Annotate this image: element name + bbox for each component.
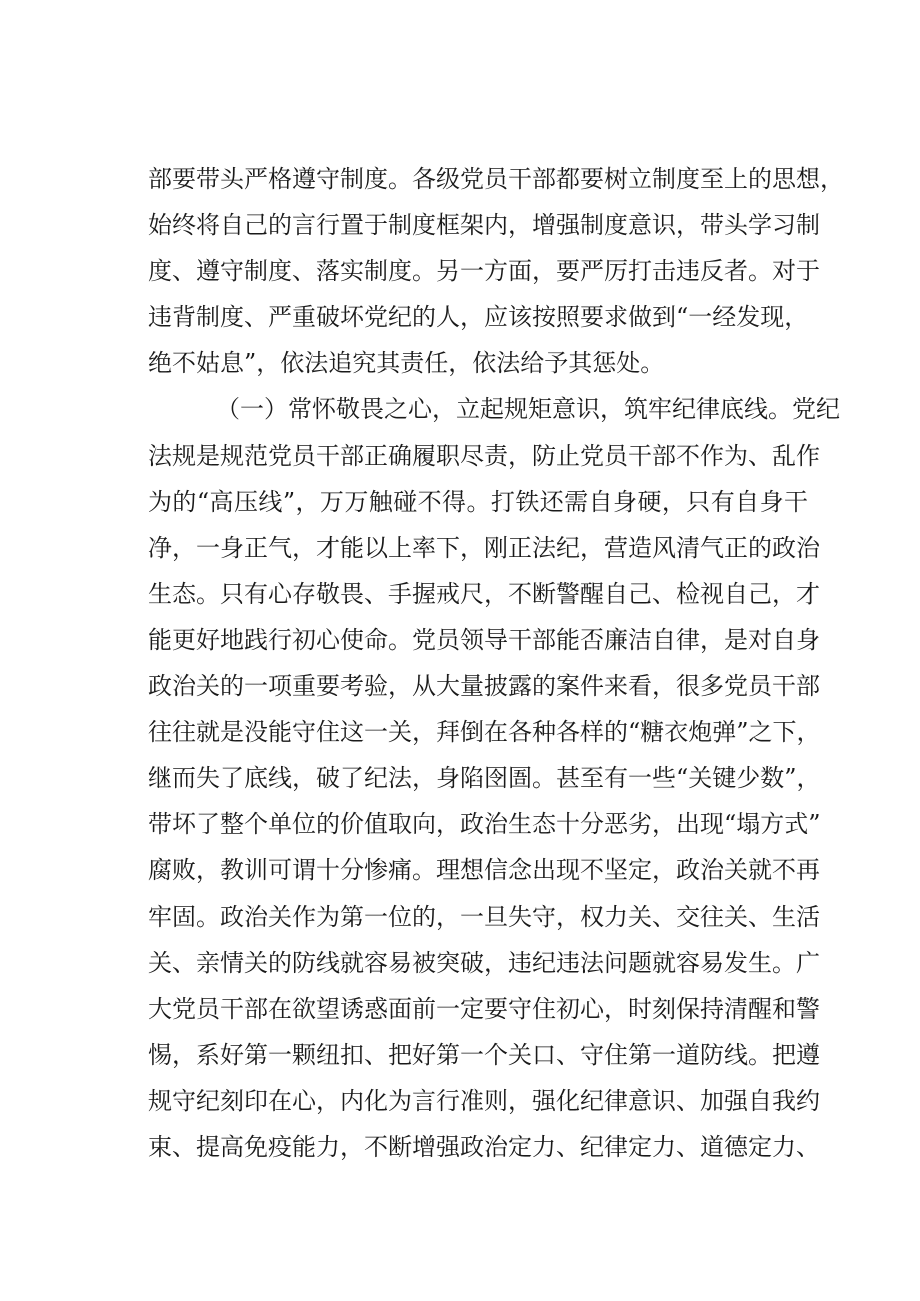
text-line: 始终将自己的言行置于制度框架内，增强制度意识，带头学习制 <box>148 211 820 240</box>
paragraph-section-one <box>148 386 840 1170</box>
text-line: 带坏了整个单位的价值取向，政治生态十分恶劣，出现“塌方式” <box>148 810 821 839</box>
paragraph-continued <box>148 156 844 386</box>
document-body <box>148 156 844 1170</box>
text-line: 惕，系好第一颗纽扣、把好第一个关口、守住第一道防线。把遵 <box>148 1040 820 1069</box>
text-line: 往往就是没能守住这一关，拜倒在各种各样的“糖衣炮弹”之下， <box>148 718 821 747</box>
text-line: 绝不姑息”，依法追究其责任，依法给予其惩处。 <box>148 349 665 378</box>
text-line: 腐败，教训可谓十分惨痛。理想信念出现不坚定，政治关就不再 <box>148 856 820 885</box>
text-line: 规守纪刻印在心，内化为言行准则，强化纪律意识、加强自我约 <box>148 1086 820 1115</box>
text-line: 法规是规范党员干部正确履职尽责，防止党员干部不作为、乱作 <box>148 441 820 470</box>
text-line: 为的“高压线”，万万触碰不得。打铁还需自身硬，只有自身干 <box>148 487 808 516</box>
text-line: 度、遵守制度、落实制度。另一方面，要严厉打击违反者。对于 <box>148 257 820 286</box>
section-heading-line: （一）常怀敬畏之心，立起规矩意识，筑牢纪律底线。党纪 <box>216 395 840 424</box>
text-line: 大党员干部在欲望诱惑面前一定要守住初心，时刻保持清醒和警 <box>148 994 820 1023</box>
text-line: 能更好地践行初心使命。党员领导干部能否廉洁自律，是对自身 <box>148 625 820 654</box>
text-line: 关、亲情关的防线就容易被突破，违纪违法问题就容易发生。广 <box>148 948 820 977</box>
text-line: 牢固。政治关作为第一位的，一旦失守，权力关、交往关、生活 <box>148 902 820 931</box>
text-line: 束、提高免疫能力，不断增强政治定力、纪律定力、道德定力、 <box>148 1132 820 1161</box>
text-line: 生态。只有心存敬畏、手握戒尺，不断警醒自己、检视自己，才 <box>148 579 820 608</box>
text-line: 继而失了底线，破了纪法，身陷囹圄。甚至有一些“关键少数”， <box>148 764 821 793</box>
text-line: 部要带头严格遵守制度。各级党员干部都要树立制度至上的思想， <box>148 165 844 193</box>
text-line: 政治关的一项重要考验，从大量披露的案件来看，很多党员干部 <box>148 672 820 701</box>
text-line: 净，一身正气，才能以上率下，刚正法纪，营造风清气正的政治 <box>148 533 820 562</box>
text-line: 违背制度、严重破坏党纪的人，应该按照要求做到“一经发现， <box>148 303 809 332</box>
